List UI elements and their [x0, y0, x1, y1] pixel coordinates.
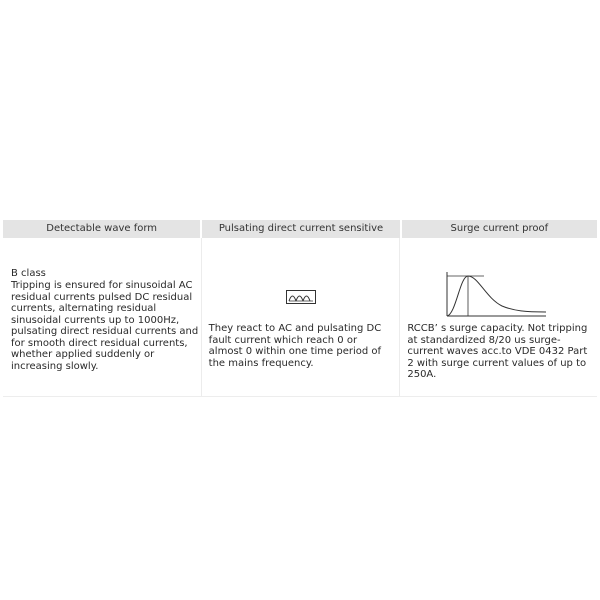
cell-pulsating-dc: [201, 238, 400, 396]
header-detectable-wave-form: Detectable wave form: [46, 223, 158, 234]
header-pulsating-dc-sensitive: Pulsating direct current sensitive: [200, 220, 399, 238]
pulsating-dc-description: They react to AC and pulsating DC fault current which reach 0 or almost 0 within one time period of the mains frequency.: [208, 323, 382, 369]
surge-current-description: RCCB’ s surge capacity. Not tripping at standardized 8/20 us surge-current waves acc.to VDE 0432 Part 2 with surge current values of up to 250A.: [407, 323, 588, 380]
cell-wave-form: [3, 238, 201, 396]
feature-table: [3, 220, 597, 397]
table-row: [3, 238, 597, 397]
class-label: B class: [11, 268, 46, 279]
surge-current-graph-icon: [444, 270, 548, 320]
wave-form-description: Tripping is ensured for sinusoidal AC residual currents pulsed DC residual currents, alternating residual sinusoidal currents up to 1000Hz, pulsating direct residual currents and for smooth direct residual currents, whether applied suddenly or increasing slowly.: [11, 280, 199, 372]
header-surge-current-proof: Surge current proof: [400, 220, 597, 238]
table-header: [3, 220, 597, 238]
cell-surge-current: [399, 238, 597, 396]
pulsating-dc-symbol-icon: [286, 290, 316, 304]
